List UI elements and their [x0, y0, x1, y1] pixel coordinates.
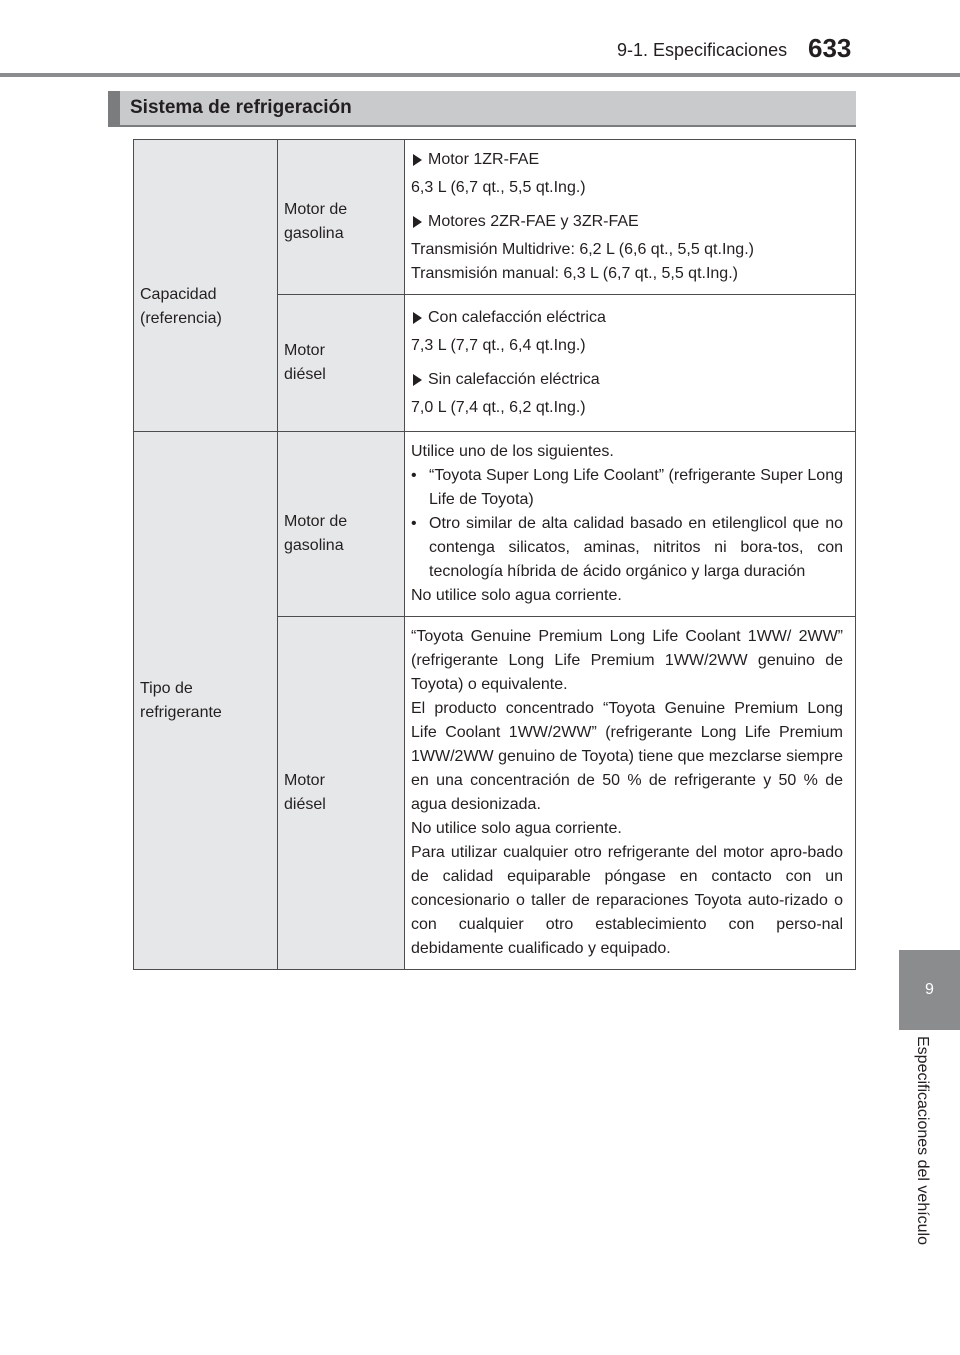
- list-item: [411, 306, 843, 330]
- coolant-note: No utilice solo agua corriente.: [411, 587, 622, 604]
- capacity-value: 7,3 L (7,7 qt., 6,4 qt.Ing.): [411, 337, 586, 354]
- coolant-gasoline-label: [278, 432, 405, 617]
- coolant-paragraph: No utilice solo agua corriente.: [411, 820, 622, 837]
- list-item: [411, 368, 843, 392]
- capacity-gasoline-values: [405, 140, 856, 295]
- label-line: gasolina: [284, 225, 344, 242]
- chapter-tab-number[interactable]: 9: [899, 950, 960, 1030]
- engine-title: Motor 1ZR-FAE: [428, 151, 540, 168]
- bullet-icon: •: [411, 515, 417, 532]
- capacity-value: 6,3 L (6,7 qt., 5,5 qt.Ing.): [411, 179, 586, 196]
- coolant-intro: Utilice uno de los siguientes.: [411, 443, 614, 460]
- label-line: Motor de: [284, 201, 348, 218]
- capacity-label-line: Capacidad: [140, 285, 217, 303]
- section-title: Sistema de refrigeración: [108, 91, 856, 127]
- coolant-paragraph: Para utilizar cualquier otro refrigerante del motor apro-bado de calidad equiparable póngase en contacto con un concesionario o taller de reparaciones Toyota auto-rizado o con cualquier otro establecimiento con perso-nal debidamente cualificado y equipado.: [411, 844, 843, 957]
- list-item: [411, 464, 843, 512]
- capacity-value: Transmisión manual: 6,3 L (6,7 qt., 5,5 qt.Ing.): [411, 265, 738, 282]
- coolant-option: Otro similar de alta calidad basado en etilenglicol que no contenga silicatos, aminas, nitritos ni bora-tos, con tecnología híbrida de ácido orgánico y larga duración: [429, 515, 843, 580]
- label-line: gasolina: [284, 537, 344, 554]
- header-rule: [0, 73, 960, 77]
- table-row: [134, 432, 856, 617]
- arrow-right-icon: [413, 312, 422, 324]
- coolant-gasoline-values: [405, 432, 856, 617]
- cooling-system-table: [133, 139, 856, 970]
- label-line: diésel: [284, 366, 326, 383]
- engine-title: Sin calefacción eléctrica: [428, 371, 600, 388]
- coolant-diesel-label: [278, 617, 405, 970]
- engine-title: Motores 2ZR-FAE y 3ZR-FAE: [428, 213, 639, 230]
- coolant-option: “Toyota Super Long Life Coolant” (refrigerante Super Long Life de Toyota): [429, 467, 843, 508]
- coolant-type-label-line: Tipo de: [140, 679, 193, 697]
- engine-title: Con calefacción eléctrica: [428, 309, 606, 326]
- list-item: [411, 148, 843, 172]
- list-item: [411, 210, 843, 234]
- capacity-value: 7,0 L (7,4 qt., 6,2 qt.Ing.): [411, 399, 586, 416]
- coolant-paragraph: El producto concentrado “Toyota Genuine Premium Long Life Coolant 1WW/2WW” (refrigerante Long Life Premium 1WW/2WW genuino de Toyota) tiene que mezclarse siempre en una concentración de 50 % de refrigerante y 50 % de agua desionizada.: [411, 700, 843, 813]
- label-line: diésel: [284, 796, 326, 813]
- capacity-diesel-label: [278, 295, 405, 432]
- arrow-right-icon: [413, 374, 422, 386]
- label-line: Motor: [284, 772, 325, 789]
- coolant-type-label-line: refrigerante: [140, 703, 222, 721]
- chapter-tab-label: Especificaciones del vehículo: [914, 1036, 931, 1246]
- capacity-label: [134, 140, 278, 432]
- label-line: Motor: [284, 342, 325, 359]
- label-line: Motor de: [284, 513, 348, 530]
- list-item: [411, 512, 843, 584]
- coolant-paragraph: “Toyota Genuine Premium Long Life Coolant 1WW/ 2WW” (refrigerante Long Life Premium 1WW/2WW genuino de Toyota) o equivalente.: [411, 628, 843, 693]
- capacity-value: Transmisión Multidrive: 6,2 L (6,6 qt., 5,5 qt.Ing.): [411, 241, 754, 258]
- coolant-diesel-values: [405, 617, 856, 970]
- capacity-label-line: (referencia): [140, 309, 222, 327]
- arrow-right-icon: [413, 154, 422, 166]
- arrow-right-icon: [413, 216, 422, 228]
- section-header: 9-1. Especificaciones: [617, 40, 788, 60]
- capacity-gasoline-label: [278, 140, 405, 295]
- capacity-diesel-values: [405, 295, 856, 432]
- bullet-icon: •: [411, 467, 417, 484]
- coolant-type-label: [134, 432, 278, 970]
- table-row: [134, 140, 856, 295]
- page-number: 633: [808, 33, 852, 63]
